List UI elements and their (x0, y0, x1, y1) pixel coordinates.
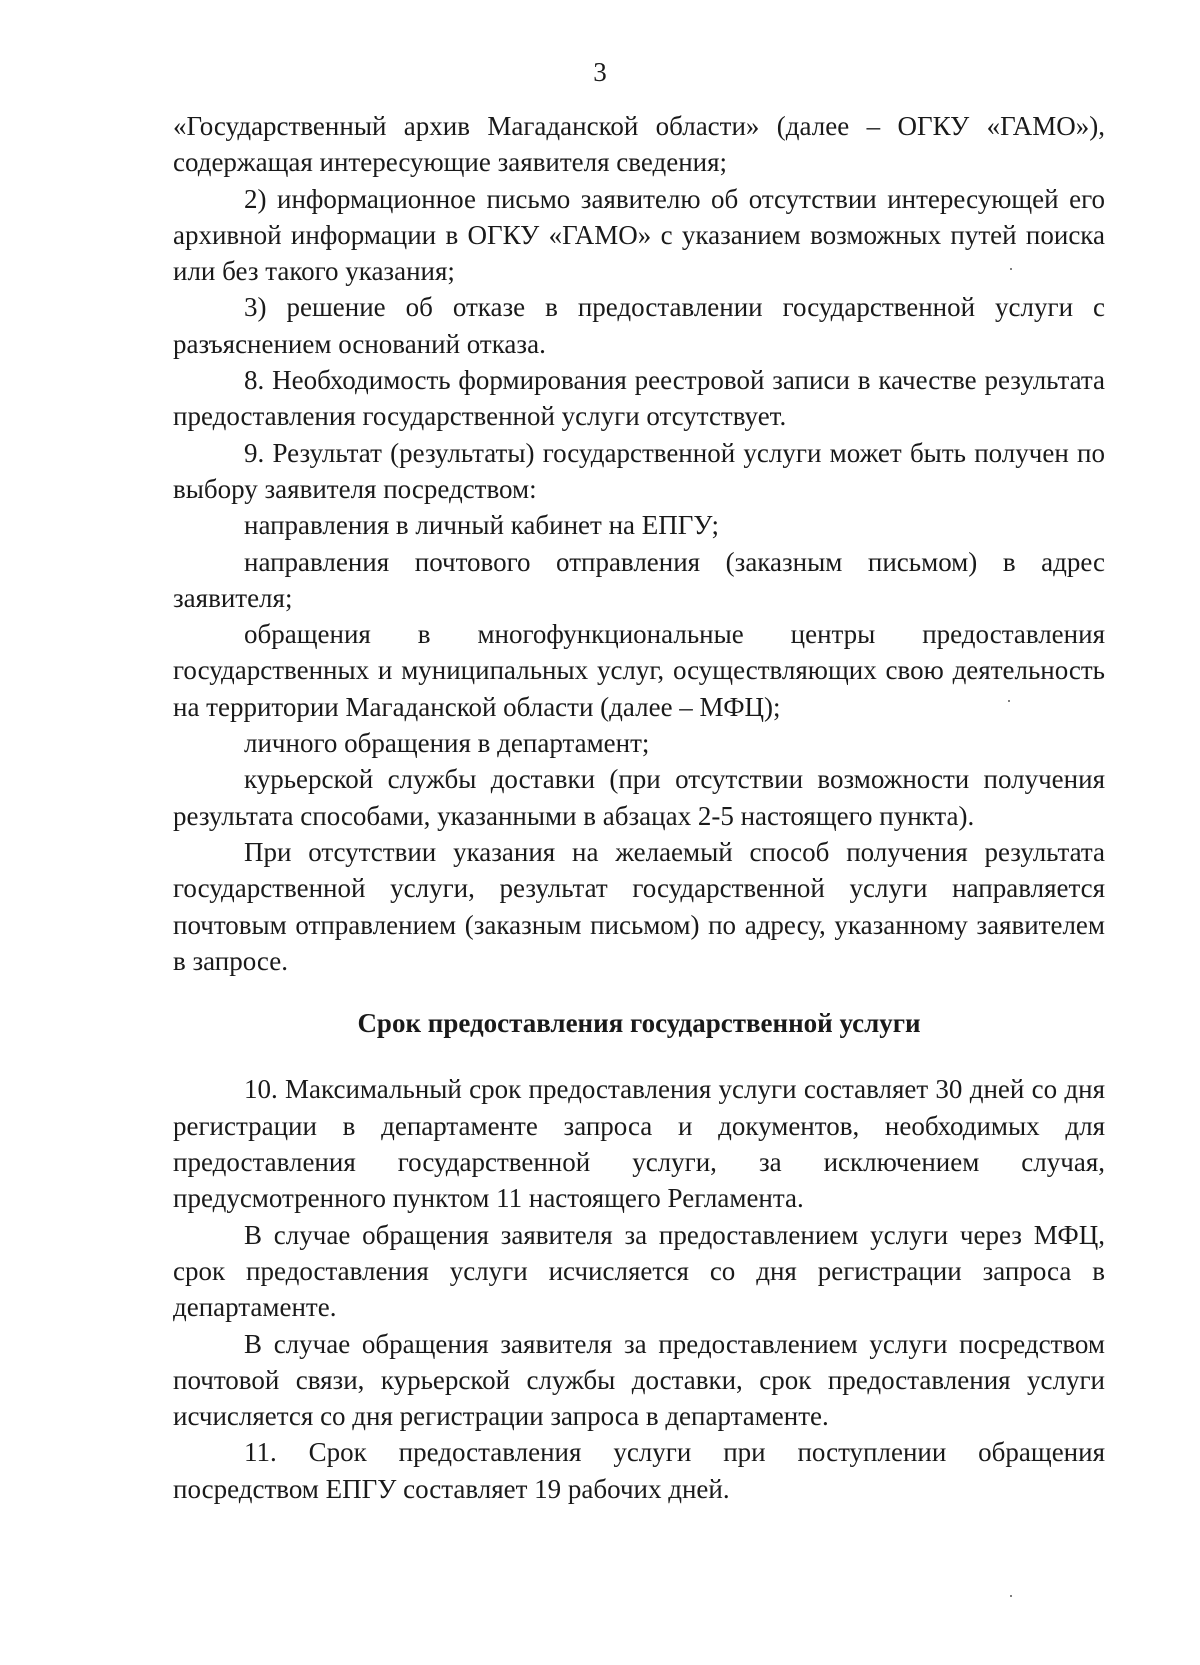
paragraph-method-mfc: обращения в многофункциональные центры предоставления государственных и муниципальных услуг, осуществляющих свою деятельность на территории Магаданской области (далее – МФЦ); (173, 619, 1105, 722)
page-number: 3 (593, 57, 607, 87)
paragraph-refusal-decision: 3) решение об отказе в предоставлении государственной услуги с разъяснением оснований отказа. (173, 292, 1105, 359)
paragraph-method-personal: личного обращения в департамент; (244, 728, 650, 759)
paragraph-result-archive-copy: «Государственный архив Магаданской области» (далее – ОГКУ «ГАМО»), содержащая интересующие заявителя сведения; (173, 111, 1105, 178)
paragraph-item-9: 9. Результат (результаты) государственной услуги может быть получен по выбору заявителя посредством: (173, 437, 1105, 504)
paragraph-default-method: При отсутствии указания на желаемый способ получения результата государственной услуги, результат государственной услуги направляется почтовым отправлением (заказным письмом) по адресу, указанному заявителем в запросе. (173, 836, 1105, 976)
section-heading-term: Срок предоставления государственной услуги (357, 1008, 921, 1039)
paragraph-mfc-term: В случае обращения заявителя за предоставлением услуги через МФЦ, срок предоставления услуги исчисляется со дня регистрации запроса в департаменте. (173, 1219, 1105, 1323)
paragraph-method-post: направления почтового отправления (заказным письмом) в адрес заявителя; (173, 546, 1105, 613)
paragraph-post-term: В случае обращения заявителя за предоставлением услуги посредством почтовой связи, курьерской службы доставки, срок предоставления услуги исчисляется со дня регистрации запроса в департаменте. (173, 1328, 1105, 1432)
paragraph-method-courier: курьерской службы доставки (при отсутствии возможности получения результата способами, указанными в абзацах 2-5 настоящего пункта). (173, 764, 1105, 831)
paragraph-item-10: 10. Максимальный срок предоставления услуги составляет 30 дней со дня регистрации в департаменте запроса и документов, необходимых для предоставления государственной услуги, за исключением случая, предусмотренного пунктом 11 настоящего Регламента. (173, 1074, 1105, 1214)
paragraph-info-letter: 2) информационное письмо заявителю об отсутствии интересующей его архивной информации в ОГКУ «ГАМО» с указанием возможных путей поиска или без такого указания; (173, 183, 1105, 287)
document-body (173, 108, 1105, 1507)
scan-speck (1010, 1595, 1012, 1597)
paragraph-item-11: 11. Срок предоставления услуги при поступлении обращения посредством ЕПГУ составляет 19 рабочих дней. (173, 1437, 1105, 1504)
scan-speck (1008, 700, 1010, 702)
scan-speck (1010, 268, 1012, 270)
paragraph-item-8: 8. Необходимость формирования реестровой записи в качестве результата предоставления государственной услуги отсутствует. (173, 365, 1105, 432)
paragraph-method-epgu: направления в личный кабинет на ЕПГУ; (244, 510, 719, 541)
